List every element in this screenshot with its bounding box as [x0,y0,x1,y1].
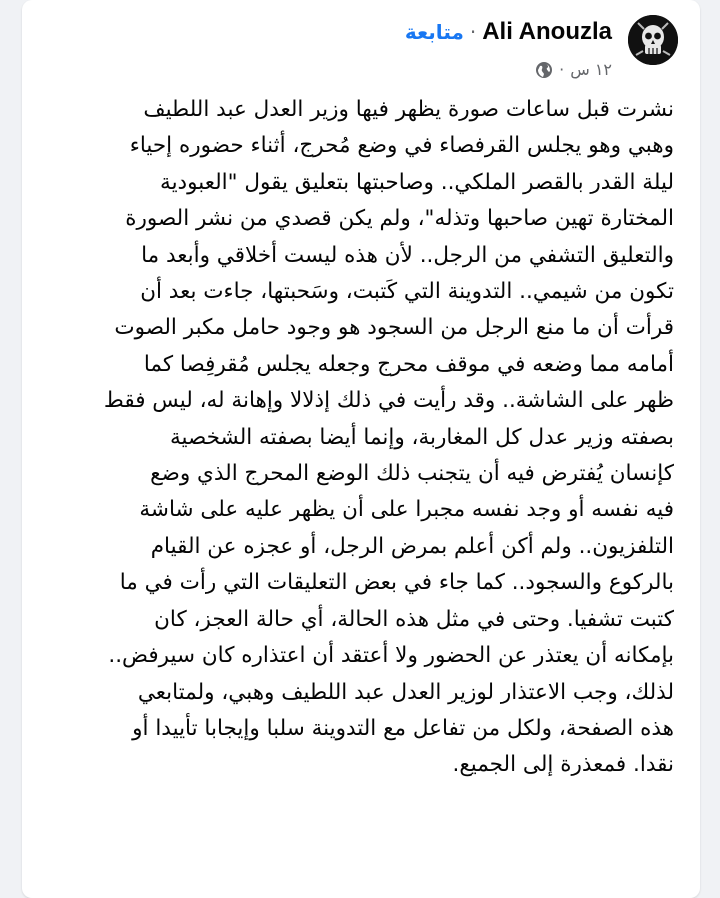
name-separator: · [469,20,477,44]
post-card [22,0,700,898]
post-timestamp[interactable]: ١٢ س [570,60,612,79]
post-line: لذلك، وجب الاعتذار لوزير العدل عبد اللطيف وهبي، ولمتابعي [137,679,674,705]
post-line: ليلة القدر بالقصر الملكي.. وصاحبتها بتعليق يقول "العبودية [160,169,674,195]
post-meta [535,60,612,79]
author-avatar[interactable] [628,15,678,65]
post-body [42,92,674,784]
post-line: نشرت قبل ساعات صورة يظهر فيها وزير العدل عبد اللطيف [143,97,674,122]
post-line: كإنسان يُفترض فيه أن يتجنب ذلك الوضع المحرج الذي وضع [150,461,674,487]
post-line: بإمكانه أن يعتذر عن الحضور ولا أعتقد أن اعتذاره كان سيرفض.. [108,643,674,669]
post-line: ظهر على الشاشة.. وقد رأيت في ذلك إذلالا وإهانة له، ليس فقط [103,388,674,414]
post-line: فيه نفسه أو وجد نفسه مجبرا على أن يظهر عليه على شاشة [139,497,674,523]
post-line: بصفته وزير عدل كل المغاربة، وإنما أيضا بصفته الشخصية [169,424,674,450]
post-line: المختارة تهين صاحبها وتذله"، ولم يكن قصدي من نشر الصورة [125,206,674,232]
post-line: قرأت أن ما منع الرجل من السجود هو وجود حامل مكبر الصوت [114,315,674,341]
post-line: والتعليق التشفي من الرجل.. لأن هذه ليست أخلاقي وأبعد ما [141,242,674,268]
post-line: وهبي وهو يجلس القرفصاء في وضع مُحرج، أثناء حضوره إحياء [129,133,674,159]
author-name[interactable]: Ali Anouzla [482,18,612,45]
skull-avatar-icon [628,15,678,65]
post-line: تكون من شيمي.. التدوينة التي كَتبت، وسَحبتها، جاءت بعد أن [140,279,674,305]
follow-button[interactable]: متابعة [404,20,464,44]
meta-separator: · [559,60,565,79]
post-line: أمامه مما وضعه في موقف محرج وجعله يجلس مُقرفِصا كما [143,351,674,377]
post-line: التلفزيون.. ولم أكن أعلم بمرض الرجل، أو عجزه عن القيام [150,533,674,559]
post-line: بالركوع والسجود.. كما جاء في بعض التعليقات التي رأت في ما [119,570,674,596]
post-line: نقدا. فمعذرة إلى الجميع. [452,752,674,778]
author-row [405,18,612,46]
post-line: هذه الصفحة، ولكل من تفاعل مع التدوينة سلبا وإيجابا تأييدا أو [132,715,674,741]
globe-icon[interactable] [535,61,553,79]
post-line: كتبت تشفيا. وحتى في مثل هذه الحالة، أي حالة العجز، كان [154,606,674,632]
post-header [44,10,678,80]
